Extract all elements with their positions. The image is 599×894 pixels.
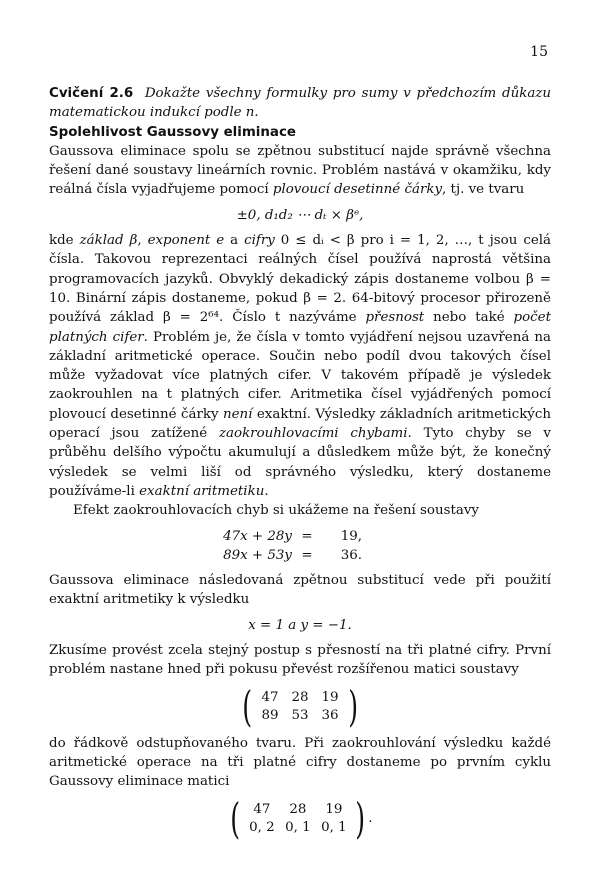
exercise-label: Cvičení 2.6	[49, 86, 134, 101]
matrix-cell: 53	[291, 707, 309, 723]
matrix-period: .	[368, 810, 373, 826]
p1-text-b: , tj. ve tvaru	[442, 182, 525, 198]
matrix-cell: 36	[321, 707, 339, 723]
p1-text-a: Gaussova eliminace spolu se zpětnou substitucí najde správně všechna řešení dané soustavy lineárních rovnic. Problém nastává v okamžiku, kdy reálná čísla vyjadřujeme pomocí	[49, 143, 551, 198]
matrix-grid	[255, 689, 345, 725]
p2-t3: a	[224, 233, 245, 249]
paragraph-2	[49, 231, 551, 501]
equation-system	[220, 527, 380, 566]
p2-t2: ,	[137, 233, 148, 249]
p2-t9: .	[264, 483, 269, 499]
paragraph-1	[49, 142, 551, 200]
p2-t6: . Problém je, že čísla v tomto vyjádření nejsou uzavřená na základní aritmetické operace. Součin nebo podíl dvou takových čísel může vyžadovat více platných cifer. V takovém případě je výsledek zaokrouhlen na t platných cifer. Aritmetika čísel vyjádřených pomocí plovoucí desetinné čárky	[49, 329, 552, 422]
matrix-cell: 19	[321, 689, 339, 705]
matrix-cell: 0, 1	[321, 819, 347, 835]
eq1-lhs: 47x + 28y	[223, 528, 292, 544]
page-content	[49, 84, 551, 846]
paragraph-3: Efekt zaokrouhlovacích chyb si ukážeme na řešení soustavy	[73, 503, 479, 519]
matrix-cell: 19	[325, 801, 343, 817]
left-paren: (	[241, 681, 252, 731]
p2-i3: cifry	[244, 233, 275, 249]
matrix-cell: 28	[291, 689, 309, 705]
p1-italic: plovoucí desetinné čárky	[272, 182, 443, 198]
p2-i8: exaktní aritmetiku	[139, 483, 265, 499]
right-paren: )	[355, 793, 365, 843]
p2-i1: základ β	[79, 233, 138, 249]
p2-t7: exaktní. Výsledky základních aritmetických operací jsou zatížené	[49, 406, 551, 442]
formula-float: ±0, d₁d₂ ⋯ dₜ × βᵉ,	[236, 207, 364, 223]
exercise-text: Dokažte všechny formulky pro sumy v předchozím důkazu matematickou indukcí podle n.	[49, 86, 552, 121]
section-title: Spolehlivost Gaussovy eliminace	[49, 124, 296, 140]
paragraph-4: Gaussova eliminace následovaná zpětnou substitucí vede při použití exaktní aritmetiky k výsledku	[49, 573, 551, 608]
matrix-cell: 0, 2	[249, 819, 275, 835]
rounded-matrix	[49, 793, 551, 843]
p2-t8: . Tyto chyby se v průběhu delšího výpočtu akumulují a důsledkem může být, že konečný výsledek se velmi liší od správného výsledku, který dostaneme používáme-li	[49, 426, 551, 499]
augmented-matrix	[49, 681, 551, 731]
p2-i7: zaokrouhlovacími chybami	[218, 426, 408, 442]
left-paren: (	[230, 793, 241, 843]
eq1-rhs: 19,	[340, 528, 362, 544]
matrix-grid	[244, 801, 352, 837]
matrix-cell: 47	[261, 689, 279, 705]
exact-result: x = 1 a y = −1.	[248, 617, 352, 633]
right-paren: )	[348, 681, 359, 731]
paragraph-6: do řádkově odstupňovaného tvaru. Při zaokrouhlování výsledku každé aritmetické operace na tři platné cifry dostaneme po prvním cyklu Gaussovy eliminace matici	[49, 735, 551, 790]
eq2-sign: =	[301, 547, 313, 563]
eq1-sign: =	[301, 528, 313, 544]
eq2-lhs: 89x + 53y	[223, 547, 292, 563]
p2-i5: počet platných cifer	[49, 310, 551, 345]
matrix-cell: 89	[261, 707, 279, 723]
p2-t1: kde	[49, 233, 80, 249]
page-number: 15	[530, 44, 548, 60]
matrix-cell: 28	[289, 801, 307, 817]
matrix-cell: 0, 1	[285, 819, 311, 835]
equation-row	[220, 546, 380, 565]
p2-t5: nebo také	[424, 310, 514, 326]
p2-t4: 0 ≤ dᵢ < β pro i = 1, 2, …, t jsou celá čísla. Takovou reprezentaci reálných čísel používá naprostá většina programovacích jazyků. Obvyklý dekadický zápis dostaneme volbou β = 10. Binární zápis dostaneme, pokud β = 2. 64-bitový procesor přirozeně používá základ β = 2⁶⁴. Číslo t nazýváme	[49, 233, 552, 326]
exercise	[49, 84, 551, 123]
equation-row	[220, 527, 380, 546]
p2-i4: přesnost	[365, 310, 425, 326]
p2-i2: exponent e	[147, 233, 225, 249]
p2-i6: není	[222, 406, 253, 422]
paragraph-5: Zkusíme provést zcela stejný postup s přesností na tři platné cifry. První problém nastane hned při pokusu převést rozšířenou matici soustavy	[49, 643, 551, 678]
matrix-cell: 47	[253, 801, 271, 817]
eq2-rhs: 36.	[340, 547, 362, 563]
